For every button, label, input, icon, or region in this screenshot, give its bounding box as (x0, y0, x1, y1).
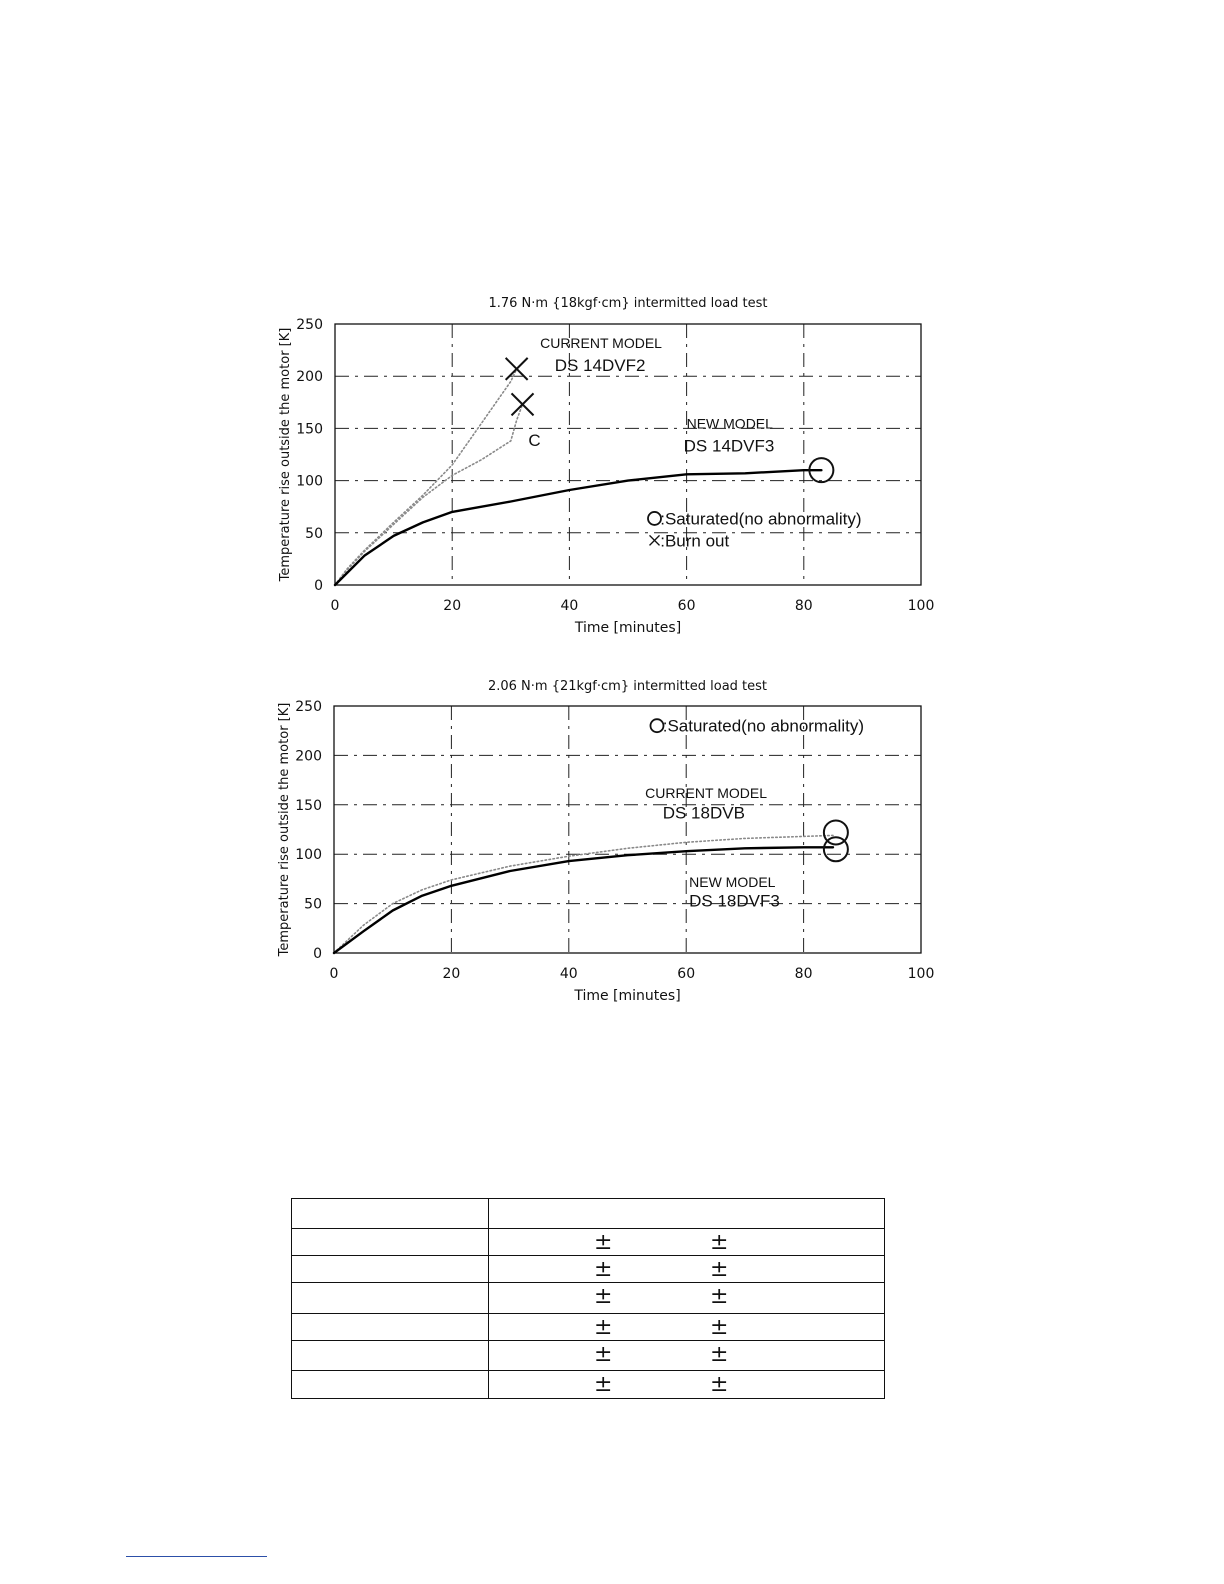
y-tick-label: 50 (305, 525, 323, 542)
legend-circle-symbol (650, 719, 663, 732)
table-cell-label (292, 1283, 489, 1314)
plus-minus-symbol: ± (594, 1284, 613, 1309)
x-tick-label: 40 (559, 966, 578, 982)
x-axis-label: Time [minutes] (574, 620, 682, 636)
chart-annotation: :Saturated(no abnormality) (660, 509, 862, 529)
legend-x-symbol (650, 535, 660, 545)
x-tick-label: 0 (329, 966, 339, 982)
table-cell-label (292, 1256, 489, 1283)
y-tick-label: 0 (314, 578, 323, 594)
plot-frame (334, 706, 921, 953)
saturated-marker (824, 837, 848, 861)
x-tick-label: 0 (330, 598, 340, 614)
chart-bottom (277, 679, 934, 1004)
chart-annotation: NEW MODEL (689, 873, 776, 890)
table-row (292, 1283, 885, 1314)
x-tick-label: 100 (907, 966, 935, 982)
y-tick-label: 0 (313, 946, 322, 962)
table-cell-label (292, 1229, 489, 1256)
legend-circle-symbol (648, 512, 661, 525)
plus-minus-symbol: ± (710, 1342, 729, 1367)
table-cell-value (489, 1199, 885, 1229)
chart-annotation: DS 14DVF2 (554, 355, 646, 375)
y-tick-label: 100 (295, 847, 322, 864)
y-axis-label: Temperature rise outside the motor [K] (277, 702, 292, 957)
x-axis-label: Time [minutes] (574, 988, 681, 1004)
y-tick-label: 200 (295, 748, 322, 765)
burnout-marker (512, 393, 534, 415)
x-tick-label: 60 (677, 966, 696, 982)
chart-annotation: :Burn out (660, 531, 730, 551)
chart-annotation: DS 18DVB (662, 803, 745, 823)
spec-table (291, 1198, 885, 1399)
table-cell-label (292, 1371, 489, 1399)
y-tick-label: 200 (296, 369, 323, 386)
chart-top (278, 296, 934, 636)
table-cell-value (489, 1314, 885, 1341)
chart-annotation: DS 14DVF3 (683, 436, 775, 456)
table-row (292, 1199, 885, 1229)
y-tick-label: 250 (296, 317, 323, 333)
y-tick-label: 150 (295, 797, 322, 814)
plus-minus-symbol: ± (710, 1230, 729, 1255)
table-row (292, 1314, 885, 1341)
x-tick-label: 40 (560, 598, 579, 614)
series-line (335, 369, 517, 585)
table-cell-value (489, 1229, 885, 1256)
chart-annotation: C (528, 431, 541, 451)
plus-minus-symbol: ± (594, 1372, 613, 1397)
chart-title: 2.06 N·m {21kgf·cm} intermitted load test (487, 679, 768, 694)
table-row (292, 1371, 885, 1399)
plus-minus-symbol: ± (710, 1284, 729, 1309)
x-tick-label: 80 (794, 966, 813, 982)
table-row (292, 1229, 885, 1256)
plus-minus-symbol: ± (594, 1230, 613, 1255)
table-cell-value (489, 1283, 885, 1314)
chart-annotation: DS 18DVF3 (689, 891, 780, 911)
plus-minus-symbol: ± (594, 1257, 613, 1282)
chart-annotation: :Saturated(no abnormality) (662, 716, 865, 736)
plus-minus-symbol: ± (710, 1257, 729, 1282)
x-tick-label: 100 (907, 598, 935, 614)
table-row (292, 1341, 885, 1371)
chart-title: 1.76 N·m {18kgf·cm} intermitted load test (488, 296, 768, 311)
table-cell-label (292, 1199, 489, 1229)
table-cell-value (489, 1341, 885, 1371)
table-cell-value (489, 1371, 885, 1399)
footnote-rule (126, 1556, 267, 1557)
table-cell-label (292, 1314, 489, 1341)
y-tick-label: 150 (296, 421, 323, 438)
table-cell-value (489, 1256, 885, 1283)
x-tick-label: 20 (443, 598, 462, 614)
grid (334, 706, 921, 953)
x-tick-label: 80 (794, 598, 813, 614)
y-tick-label: 250 (295, 699, 322, 715)
x-tick-label: 60 (677, 598, 696, 614)
table-row (292, 1256, 885, 1283)
chart-annotation: NEW MODEL (686, 415, 773, 432)
plus-minus-symbol: ± (594, 1342, 613, 1367)
y-axis-label: Temperature rise outside the motor [K] (278, 327, 293, 582)
chart-annotation: CURRENT MODEL (540, 335, 662, 352)
plus-minus-symbol: ± (710, 1372, 729, 1397)
table-cell-label (292, 1341, 489, 1371)
chart-annotation: CURRENT MODEL (645, 784, 767, 801)
plus-minus-symbol: ± (594, 1315, 613, 1340)
y-tick-label: 50 (304, 896, 322, 913)
plus-minus-symbol: ± (710, 1315, 729, 1340)
x-tick-label: 20 (442, 966, 461, 982)
y-tick-label: 100 (296, 473, 323, 490)
